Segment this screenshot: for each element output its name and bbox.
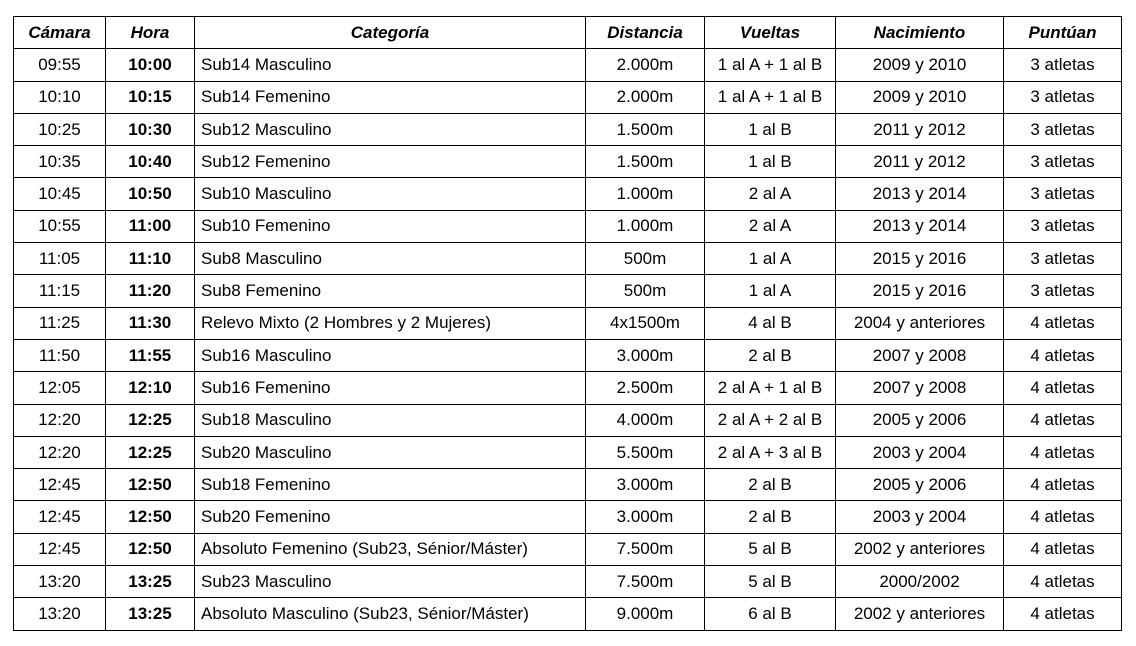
puntuan-cell: 3 atletas bbox=[1004, 210, 1122, 242]
vueltas-cell: 2 al A bbox=[705, 210, 836, 242]
camara-cell: 12:45 bbox=[14, 533, 106, 565]
vueltas-cell: 2 al A bbox=[705, 178, 836, 210]
camara-cell: 12:45 bbox=[14, 501, 106, 533]
table-row bbox=[14, 243, 1122, 275]
hora-cell: 12:10 bbox=[106, 372, 195, 404]
table-row bbox=[14, 113, 1122, 145]
categoria-cell: Sub12 Femenino bbox=[195, 146, 586, 178]
categoria-cell: Sub8 Masculino bbox=[195, 243, 586, 275]
schedule-table bbox=[13, 16, 1122, 631]
vueltas-cell: 2 al A + 1 al B bbox=[705, 372, 836, 404]
puntuan-cell: 4 atletas bbox=[1004, 339, 1122, 371]
camara-cell: 12:45 bbox=[14, 469, 106, 501]
nacimiento-cell: 2011 y 2012 bbox=[836, 146, 1004, 178]
camara-cell: 13:20 bbox=[14, 566, 106, 598]
nacimiento-cell: 2003 y 2004 bbox=[836, 501, 1004, 533]
camara-cell: 10:25 bbox=[14, 113, 106, 145]
nacimiento-cell: 2002 y anteriores bbox=[836, 533, 1004, 565]
puntuan-cell: 3 atletas bbox=[1004, 81, 1122, 113]
vueltas-cell: 2 al A + 2 al B bbox=[705, 404, 836, 436]
column-header-categoria: Categoría bbox=[195, 17, 586, 49]
hora-cell: 10:50 bbox=[106, 178, 195, 210]
distancia-cell: 3.000m bbox=[586, 501, 705, 533]
column-header-nacimiento: Nacimiento bbox=[836, 17, 1004, 49]
distancia-cell: 1.500m bbox=[586, 113, 705, 145]
table-row bbox=[14, 598, 1122, 630]
nacimiento-cell: 2013 y 2014 bbox=[836, 210, 1004, 242]
hora-cell: 13:25 bbox=[106, 598, 195, 630]
categoria-cell: Sub18 Femenino bbox=[195, 469, 586, 501]
categoria-cell: Sub10 Femenino bbox=[195, 210, 586, 242]
hora-cell: 11:55 bbox=[106, 339, 195, 371]
hora-cell: 11:20 bbox=[106, 275, 195, 307]
camara-cell: 10:35 bbox=[14, 146, 106, 178]
hora-cell: 12:50 bbox=[106, 533, 195, 565]
table-row bbox=[14, 404, 1122, 436]
vueltas-cell: 2 al A + 3 al B bbox=[705, 436, 836, 468]
column-header-camara: Cámara bbox=[14, 17, 106, 49]
vueltas-cell: 1 al A bbox=[705, 275, 836, 307]
distancia-cell: 9.000m bbox=[586, 598, 705, 630]
nacimiento-cell: 2015 y 2016 bbox=[836, 243, 1004, 275]
puntuan-cell: 4 atletas bbox=[1004, 501, 1122, 533]
vueltas-cell: 6 al B bbox=[705, 598, 836, 630]
hora-cell: 11:00 bbox=[106, 210, 195, 242]
distancia-cell: 7.500m bbox=[586, 566, 705, 598]
categoria-cell: Sub18 Masculino bbox=[195, 404, 586, 436]
categoria-cell: Sub20 Femenino bbox=[195, 501, 586, 533]
nacimiento-cell: 2013 y 2014 bbox=[836, 178, 1004, 210]
vueltas-cell: 2 al B bbox=[705, 469, 836, 501]
nacimiento-cell: 2011 y 2012 bbox=[836, 113, 1004, 145]
puntuan-cell: 4 atletas bbox=[1004, 307, 1122, 339]
table-row bbox=[14, 372, 1122, 404]
vueltas-cell: 1 al A + 1 al B bbox=[705, 49, 836, 81]
hora-cell: 13:25 bbox=[106, 566, 195, 598]
distancia-cell: 1.500m bbox=[586, 146, 705, 178]
distancia-cell: 3.000m bbox=[586, 469, 705, 501]
vueltas-cell: 1 al B bbox=[705, 113, 836, 145]
vueltas-cell: 1 al A bbox=[705, 243, 836, 275]
hora-cell: 10:40 bbox=[106, 146, 195, 178]
puntuan-cell: 4 atletas bbox=[1004, 436, 1122, 468]
camara-cell: 11:25 bbox=[14, 307, 106, 339]
distancia-cell: 2.000m bbox=[586, 81, 705, 113]
puntuan-cell: 3 atletas bbox=[1004, 178, 1122, 210]
categoria-cell: Sub16 Masculino bbox=[195, 339, 586, 371]
table-row bbox=[14, 339, 1122, 371]
nacimiento-cell: 2007 y 2008 bbox=[836, 372, 1004, 404]
nacimiento-cell: 2000/2002 bbox=[836, 566, 1004, 598]
puntuan-cell: 3 atletas bbox=[1004, 275, 1122, 307]
schedule-body bbox=[14, 49, 1122, 630]
camara-cell: 12:05 bbox=[14, 372, 106, 404]
puntuan-cell: 4 atletas bbox=[1004, 566, 1122, 598]
distancia-cell: 1.000m bbox=[586, 210, 705, 242]
hora-cell: 10:15 bbox=[106, 81, 195, 113]
hora-cell: 10:30 bbox=[106, 113, 195, 145]
puntuan-cell: 3 atletas bbox=[1004, 243, 1122, 275]
vueltas-cell: 5 al B bbox=[705, 566, 836, 598]
camara-cell: 13:20 bbox=[14, 598, 106, 630]
column-header-puntuan: Puntúan bbox=[1004, 17, 1122, 49]
column-header-hora: Hora bbox=[106, 17, 195, 49]
categoria-cell: Relevo Mixto (2 Hombres y 2 Mujeres) bbox=[195, 307, 586, 339]
categoria-cell: Absoluto Masculino (Sub23, Sénior/Máster) bbox=[195, 598, 586, 630]
table-row bbox=[14, 533, 1122, 565]
table-row bbox=[14, 275, 1122, 307]
categoria-cell: Sub12 Masculino bbox=[195, 113, 586, 145]
distancia-cell: 500m bbox=[586, 243, 705, 275]
nacimiento-cell: 2002 y anteriores bbox=[836, 598, 1004, 630]
distancia-cell: 500m bbox=[586, 275, 705, 307]
nacimiento-cell: 2009 y 2010 bbox=[836, 81, 1004, 113]
table-row bbox=[14, 178, 1122, 210]
distancia-cell: 1.000m bbox=[586, 178, 705, 210]
camara-cell: 11:50 bbox=[14, 339, 106, 371]
hora-cell: 12:50 bbox=[106, 469, 195, 501]
nacimiento-cell: 2009 y 2010 bbox=[836, 49, 1004, 81]
vueltas-cell: 1 al A + 1 al B bbox=[705, 81, 836, 113]
table-row bbox=[14, 146, 1122, 178]
table-row bbox=[14, 469, 1122, 501]
puntuan-cell: 4 atletas bbox=[1004, 372, 1122, 404]
nacimiento-cell: 2015 y 2016 bbox=[836, 275, 1004, 307]
column-header-vueltas: Vueltas bbox=[705, 17, 836, 49]
hora-cell: 11:30 bbox=[106, 307, 195, 339]
camara-cell: 09:55 bbox=[14, 49, 106, 81]
puntuan-cell: 3 atletas bbox=[1004, 49, 1122, 81]
camara-cell: 10:10 bbox=[14, 81, 106, 113]
categoria-cell: Sub10 Masculino bbox=[195, 178, 586, 210]
distancia-cell: 5.500m bbox=[586, 436, 705, 468]
table-row bbox=[14, 566, 1122, 598]
categoria-cell: Sub14 Masculino bbox=[195, 49, 586, 81]
vueltas-cell: 4 al B bbox=[705, 307, 836, 339]
puntuan-cell: 3 atletas bbox=[1004, 146, 1122, 178]
puntuan-cell: 4 atletas bbox=[1004, 404, 1122, 436]
distancia-cell: 4x1500m bbox=[586, 307, 705, 339]
camara-cell: 12:20 bbox=[14, 404, 106, 436]
puntuan-cell: 4 atletas bbox=[1004, 533, 1122, 565]
vueltas-cell: 1 al B bbox=[705, 146, 836, 178]
puntuan-cell: 4 atletas bbox=[1004, 469, 1122, 501]
nacimiento-cell: 2005 y 2006 bbox=[836, 404, 1004, 436]
column-header-distancia: Distancia bbox=[586, 17, 705, 49]
hora-cell: 12:50 bbox=[106, 501, 195, 533]
hora-cell: 12:25 bbox=[106, 404, 195, 436]
categoria-cell: Absoluto Femenino (Sub23, Sénior/Máster) bbox=[195, 533, 586, 565]
table-row bbox=[14, 210, 1122, 242]
categoria-cell: Sub20 Masculino bbox=[195, 436, 586, 468]
table-row bbox=[14, 81, 1122, 113]
distancia-cell: 7.500m bbox=[586, 533, 705, 565]
table-row bbox=[14, 307, 1122, 339]
puntuan-cell: 4 atletas bbox=[1004, 598, 1122, 630]
categoria-cell: Sub23 Masculino bbox=[195, 566, 586, 598]
table-row bbox=[14, 49, 1122, 81]
nacimiento-cell: 2007 y 2008 bbox=[836, 339, 1004, 371]
categoria-cell: Sub14 Femenino bbox=[195, 81, 586, 113]
hora-cell: 11:10 bbox=[106, 243, 195, 275]
vueltas-cell: 2 al B bbox=[705, 501, 836, 533]
puntuan-cell: 3 atletas bbox=[1004, 113, 1122, 145]
distancia-cell: 2.500m bbox=[586, 372, 705, 404]
camara-cell: 10:45 bbox=[14, 178, 106, 210]
camara-cell: 11:05 bbox=[14, 243, 106, 275]
distancia-cell: 3.000m bbox=[586, 339, 705, 371]
vueltas-cell: 5 al B bbox=[705, 533, 836, 565]
distancia-cell: 4.000m bbox=[586, 404, 705, 436]
nacimiento-cell: 2004 y anteriores bbox=[836, 307, 1004, 339]
camara-cell: 10:55 bbox=[14, 210, 106, 242]
camara-cell: 11:15 bbox=[14, 275, 106, 307]
vueltas-cell: 2 al B bbox=[705, 339, 836, 371]
categoria-cell: Sub16 Femenino bbox=[195, 372, 586, 404]
nacimiento-cell: 2005 y 2006 bbox=[836, 469, 1004, 501]
categoria-cell: Sub8 Femenino bbox=[195, 275, 586, 307]
nacimiento-cell: 2003 y 2004 bbox=[836, 436, 1004, 468]
hora-cell: 12:25 bbox=[106, 436, 195, 468]
hora-cell: 10:00 bbox=[106, 49, 195, 81]
table-row bbox=[14, 436, 1122, 468]
table-row bbox=[14, 501, 1122, 533]
header-row bbox=[14, 17, 1122, 49]
camara-cell: 12:20 bbox=[14, 436, 106, 468]
distancia-cell: 2.000m bbox=[586, 49, 705, 81]
